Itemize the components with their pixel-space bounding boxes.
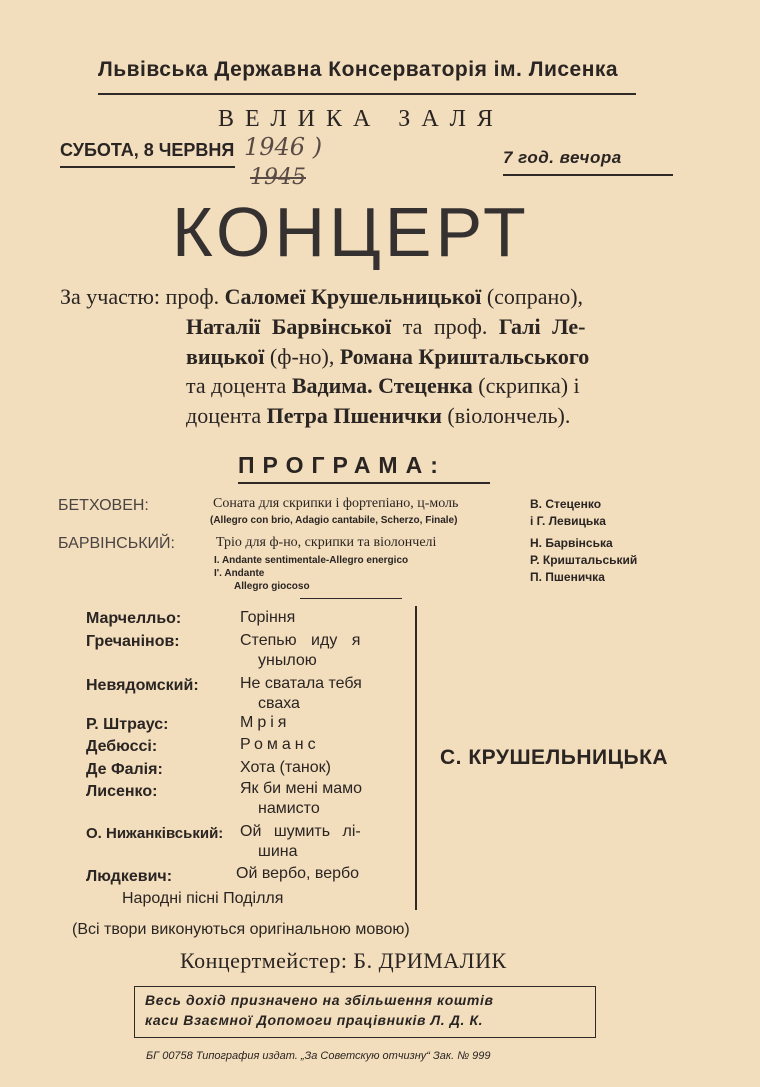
participants-connector-2: та доцента [186, 373, 287, 398]
proceeds-line-2: каси Взаємної Допомоги працівників Л. Д. К. [145, 1012, 484, 1028]
participant-krushelnytska: Саломеї Крушельницької [224, 284, 482, 309]
participant-role-soprano: (сопрано), [486, 284, 584, 309]
song-title: намисто [258, 800, 320, 817]
accompanist-line: Концертмейстер: Б. ДРИМАЛИК [180, 948, 507, 973]
participant-levytska-part2: вицької [186, 344, 265, 369]
song-composer: Марчелльо: [86, 610, 182, 627]
time-underline [503, 174, 673, 176]
song-composer: Р. Штраус: [86, 716, 169, 733]
section-divider [300, 598, 402, 599]
chamber-performer-kryshtalskyi: Р. Криштальський [530, 553, 638, 567]
program-heading-underline [238, 482, 490, 484]
proceeds-line-1: Весь дохід призначено на збільшення коштів [145, 992, 494, 1008]
chamber-performer-barvinska: Н. Барвінська [530, 536, 613, 550]
participants-line-5 [186, 403, 570, 429]
program-heading: ПРОГРАМА: [238, 452, 446, 478]
concert-title: КОНЦЕРТ [172, 193, 530, 271]
institution-underline [98, 93, 636, 95]
song-title: Горіння [240, 609, 296, 626]
chamber-composer-barvinskyi: БАРВІНСЬКИЙ: [58, 535, 175, 552]
hall-name: ВЕЛИКА ЗАЛЯ [218, 106, 504, 132]
song-title: Мрія [240, 714, 291, 731]
participant-role-piano: (ф-но), [269, 344, 335, 369]
song-composer: Невядомский: [86, 677, 199, 694]
language-note: (Всі твори виконуються оригінальною мовою) [72, 921, 410, 938]
chamber-work-beethoven: Соната для скрипки і фортепіано, ц-моль [213, 496, 459, 511]
song-title: Як би мені мамо [240, 780, 363, 797]
participants-line-4 [186, 373, 580, 399]
song-title: Не сватала тебя [240, 675, 362, 692]
institution-name: Львівська Державна Консерваторія ім. Лисенка [98, 58, 619, 81]
participant-stetsenko: Вадима. Стеценка [291, 373, 473, 398]
participants-line-3 [186, 344, 589, 370]
song-title: Степью иду я [240, 632, 361, 649]
chamber-performer-levytska: і Г. Левицька [530, 514, 606, 528]
participant-pshenychka: Петра Пшенички [266, 403, 442, 428]
participant-levytska-part1: Галі Ле- [498, 314, 586, 339]
chamber-composer-beethoven: БЕТХОВЕН: [58, 497, 149, 514]
song-title: Ой вербо, вербо [236, 865, 360, 882]
song-composer: Гречанінов: [86, 633, 180, 650]
song-composer: Людкевич: [86, 868, 173, 885]
song-composer: Дебюссі: [86, 738, 158, 755]
participant-barvinska: Наталії Барвінської [186, 314, 392, 339]
song-title: Романс [240, 736, 320, 753]
song-title: сваха [258, 695, 300, 712]
participants-connector-1: та проф. [402, 314, 488, 339]
date-underline [60, 166, 235, 168]
chamber-details-movement-2: I'. Andante [214, 568, 265, 579]
participant-kryshtalskyi: Романа Криштальського [339, 344, 590, 369]
chamber-work-barvinskyi: Тріо для ф-но, скрипки та віолончелі [216, 535, 437, 550]
chamber-performer-pshenychka: П. Пшеничка [530, 570, 605, 584]
song-composer: Лисенко: [86, 783, 158, 800]
folk-songs-line: Народні пісні Поділля [122, 890, 284, 907]
participants-line-1 [60, 284, 583, 310]
participants-connector-3: доцента [186, 403, 262, 428]
song-composer: О. Нижанківський: [86, 825, 224, 842]
participant-role-violin: (скрипка) і [478, 373, 580, 398]
song-title: шина [258, 843, 298, 860]
concert-date: СУБОТА, 8 ЧЕРВНЯ [60, 140, 235, 160]
participants-intro: За участю: проф. [60, 284, 220, 309]
handwritten-year-1946: 1946 ) [244, 133, 323, 161]
songs-divider [415, 606, 417, 910]
handwritten-year-1945: 1945 [250, 165, 306, 190]
participant-role-cello: (віолончель). [447, 403, 571, 428]
printer-imprint: БГ 00758 Типография издат. „За Советскую отчизну“ Зак. № 999 [146, 1050, 491, 1062]
chamber-details-beethoven: (Allegro con brio, Adagio cantabile, Scherzo, Finale) [210, 515, 458, 526]
chamber-details-movement-3: Allegro giocoso [234, 581, 310, 592]
song-title: Ой шумить лі- [240, 823, 361, 840]
song-title: Хота (танок) [240, 759, 331, 776]
concert-time: 7 год. вечора [503, 148, 622, 167]
chamber-performer-stetsenko: В. Стеценко [530, 497, 602, 511]
participants-line-2 [186, 314, 585, 340]
song-composer: Де Фалія: [86, 761, 163, 778]
songs-performer: С. КРУШЕЛЬНИЦЬКА [440, 746, 669, 769]
song-title: унылою [258, 652, 317, 669]
chamber-details-movement-1: I. Andante sentimentale-Allegro energico [214, 555, 409, 566]
